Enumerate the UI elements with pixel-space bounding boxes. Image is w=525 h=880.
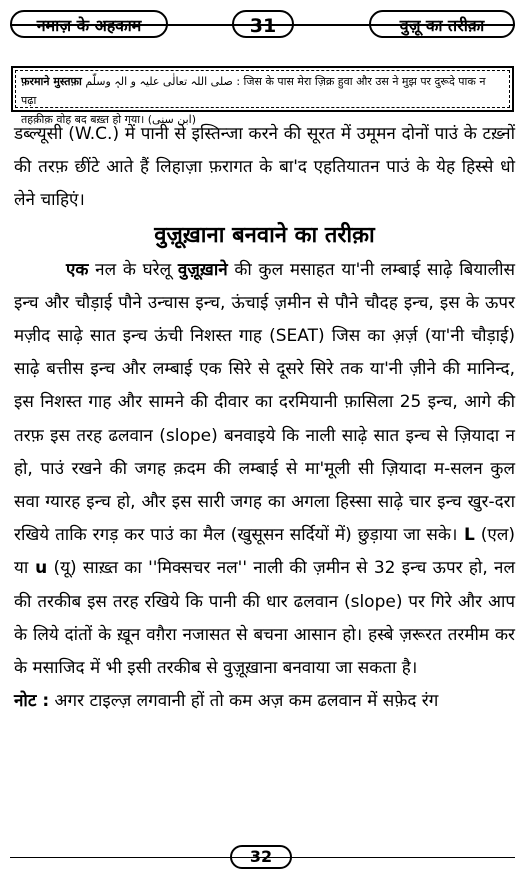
para2-text-d: (यू) साख़्त का ''मिक्सचर नल'' नाली की ज़मीन से 32 इन्च ऊपर हो, नल की तरकीब इस तरह रखिये कि पानी की धार ढलवान (slope) पर गिरे और आप के लिये दांतों के ख़ून वग़ैरा नजासत से बचना आसान हो। हस्बे ज़रूरत तरमीम कर के मसाजिद में भी इसी तरकीब से वुज़ूख़ाना बनवाया जा सकता है।	[14, 558, 515, 679]
notice-arabic: صلی اللہ تعالٰی علیہ و الہٖ وسلّم	[85, 75, 233, 88]
paragraph-1: डब्ल्यूसी (W.C.) में पानी से इस्तिन्जा करने की सूरत में उमूमन दोनों पाउं के टख़्नों की तरफ़ छींटे आते हैं लिहाज़ा फ़रागत के बा'द एहतियातन पाउं के येह हिस्से धो लेने चाहिएं।	[14, 124, 515, 211]
main-text	[14, 118, 515, 718]
paragraph-2	[14, 254, 515, 686]
page-number-badge: 31	[232, 10, 294, 38]
notice-label: फ़रमाने मुस्तफ़ा	[21, 75, 82, 88]
para2-text-b: की कुल मसाहत या'नी लम्बाई साढ़े बियालीस इन्च और चौड़ाई पौने उन्चास इन्च, ऊंचाई ज़मीन से पौने चौदह इन्च, इस के ऊपर मज़ीद साढ़े सात इन्च ऊंची निशस्त गाह (SEAT) जिस का अ़र्ज़ (या'नी चौड़ाई) साढ़े बत्तीस इन्च और लम्बाई एक सिरे से दूसरे सिरे तक या'नी ज़ीने की मानिन्द, इस निशस्त गाह और सामने की दीवार का दरमियानी फ़ासिला 25 इन्च, आगे की तरफ़ इस तरह ढलवान (slope) बनवाइये कि नाली साढ़े सात इन्च से ज़ियादा न हो, पाउं रखने की जगह क़दम की लम्बाई से मा'मूली सी ज़ियादा म-सलन कुल सवा ग्यारह इन्च हो, और इस सारी जगह का अगला हिस्सा साढ़े चार इन्च खुर-दरा रखिये ताकि रगड़ कर पाउं का मैल (खुसूसन सर्दियों में) छुड़ाया जा सके।	[14, 259, 515, 546]
para2-letter-l: L	[457, 525, 475, 546]
page-header	[6, 6, 519, 42]
next-page-number-badge: 32	[230, 845, 292, 869]
para2-bold-word: वुज़ूख़ाने	[177, 259, 228, 280]
note-text: अगर टाइल्ज़ लगवानी हों तो कम अज़ कम ढलवान में सफ़ेद रंग	[49, 691, 439, 712]
para2-letter-u: u	[28, 558, 48, 579]
book-title-badge: नमाज़ के अहकाम	[10, 10, 168, 38]
para2-text-a: नल के घरेलू	[88, 259, 178, 280]
notice-line2: तहक़ीक़ वोह बद बख़्त हो गया। (ابن سنی)	[21, 113, 197, 126]
note-paragraph	[14, 685, 515, 718]
chapter-title-badge: वुज़ू का तरीक़ा	[369, 10, 515, 38]
hadith-notice-box	[11, 66, 514, 126]
notice-line1: : जिस के पास मेरा ज़िक्र हुवा और उस ने मुझ पर दुरूदे पाक न पढ़ा	[21, 75, 486, 107]
section-heading: वुज़ूख़ाना बनवाने का तरीक़ा	[154, 222, 375, 248]
para2-text-c: (एल) या	[14, 525, 515, 579]
note-label: नोट :	[14, 691, 50, 712]
para2-lead: एक	[66, 259, 89, 280]
hadith-notice-text	[15, 70, 510, 126]
